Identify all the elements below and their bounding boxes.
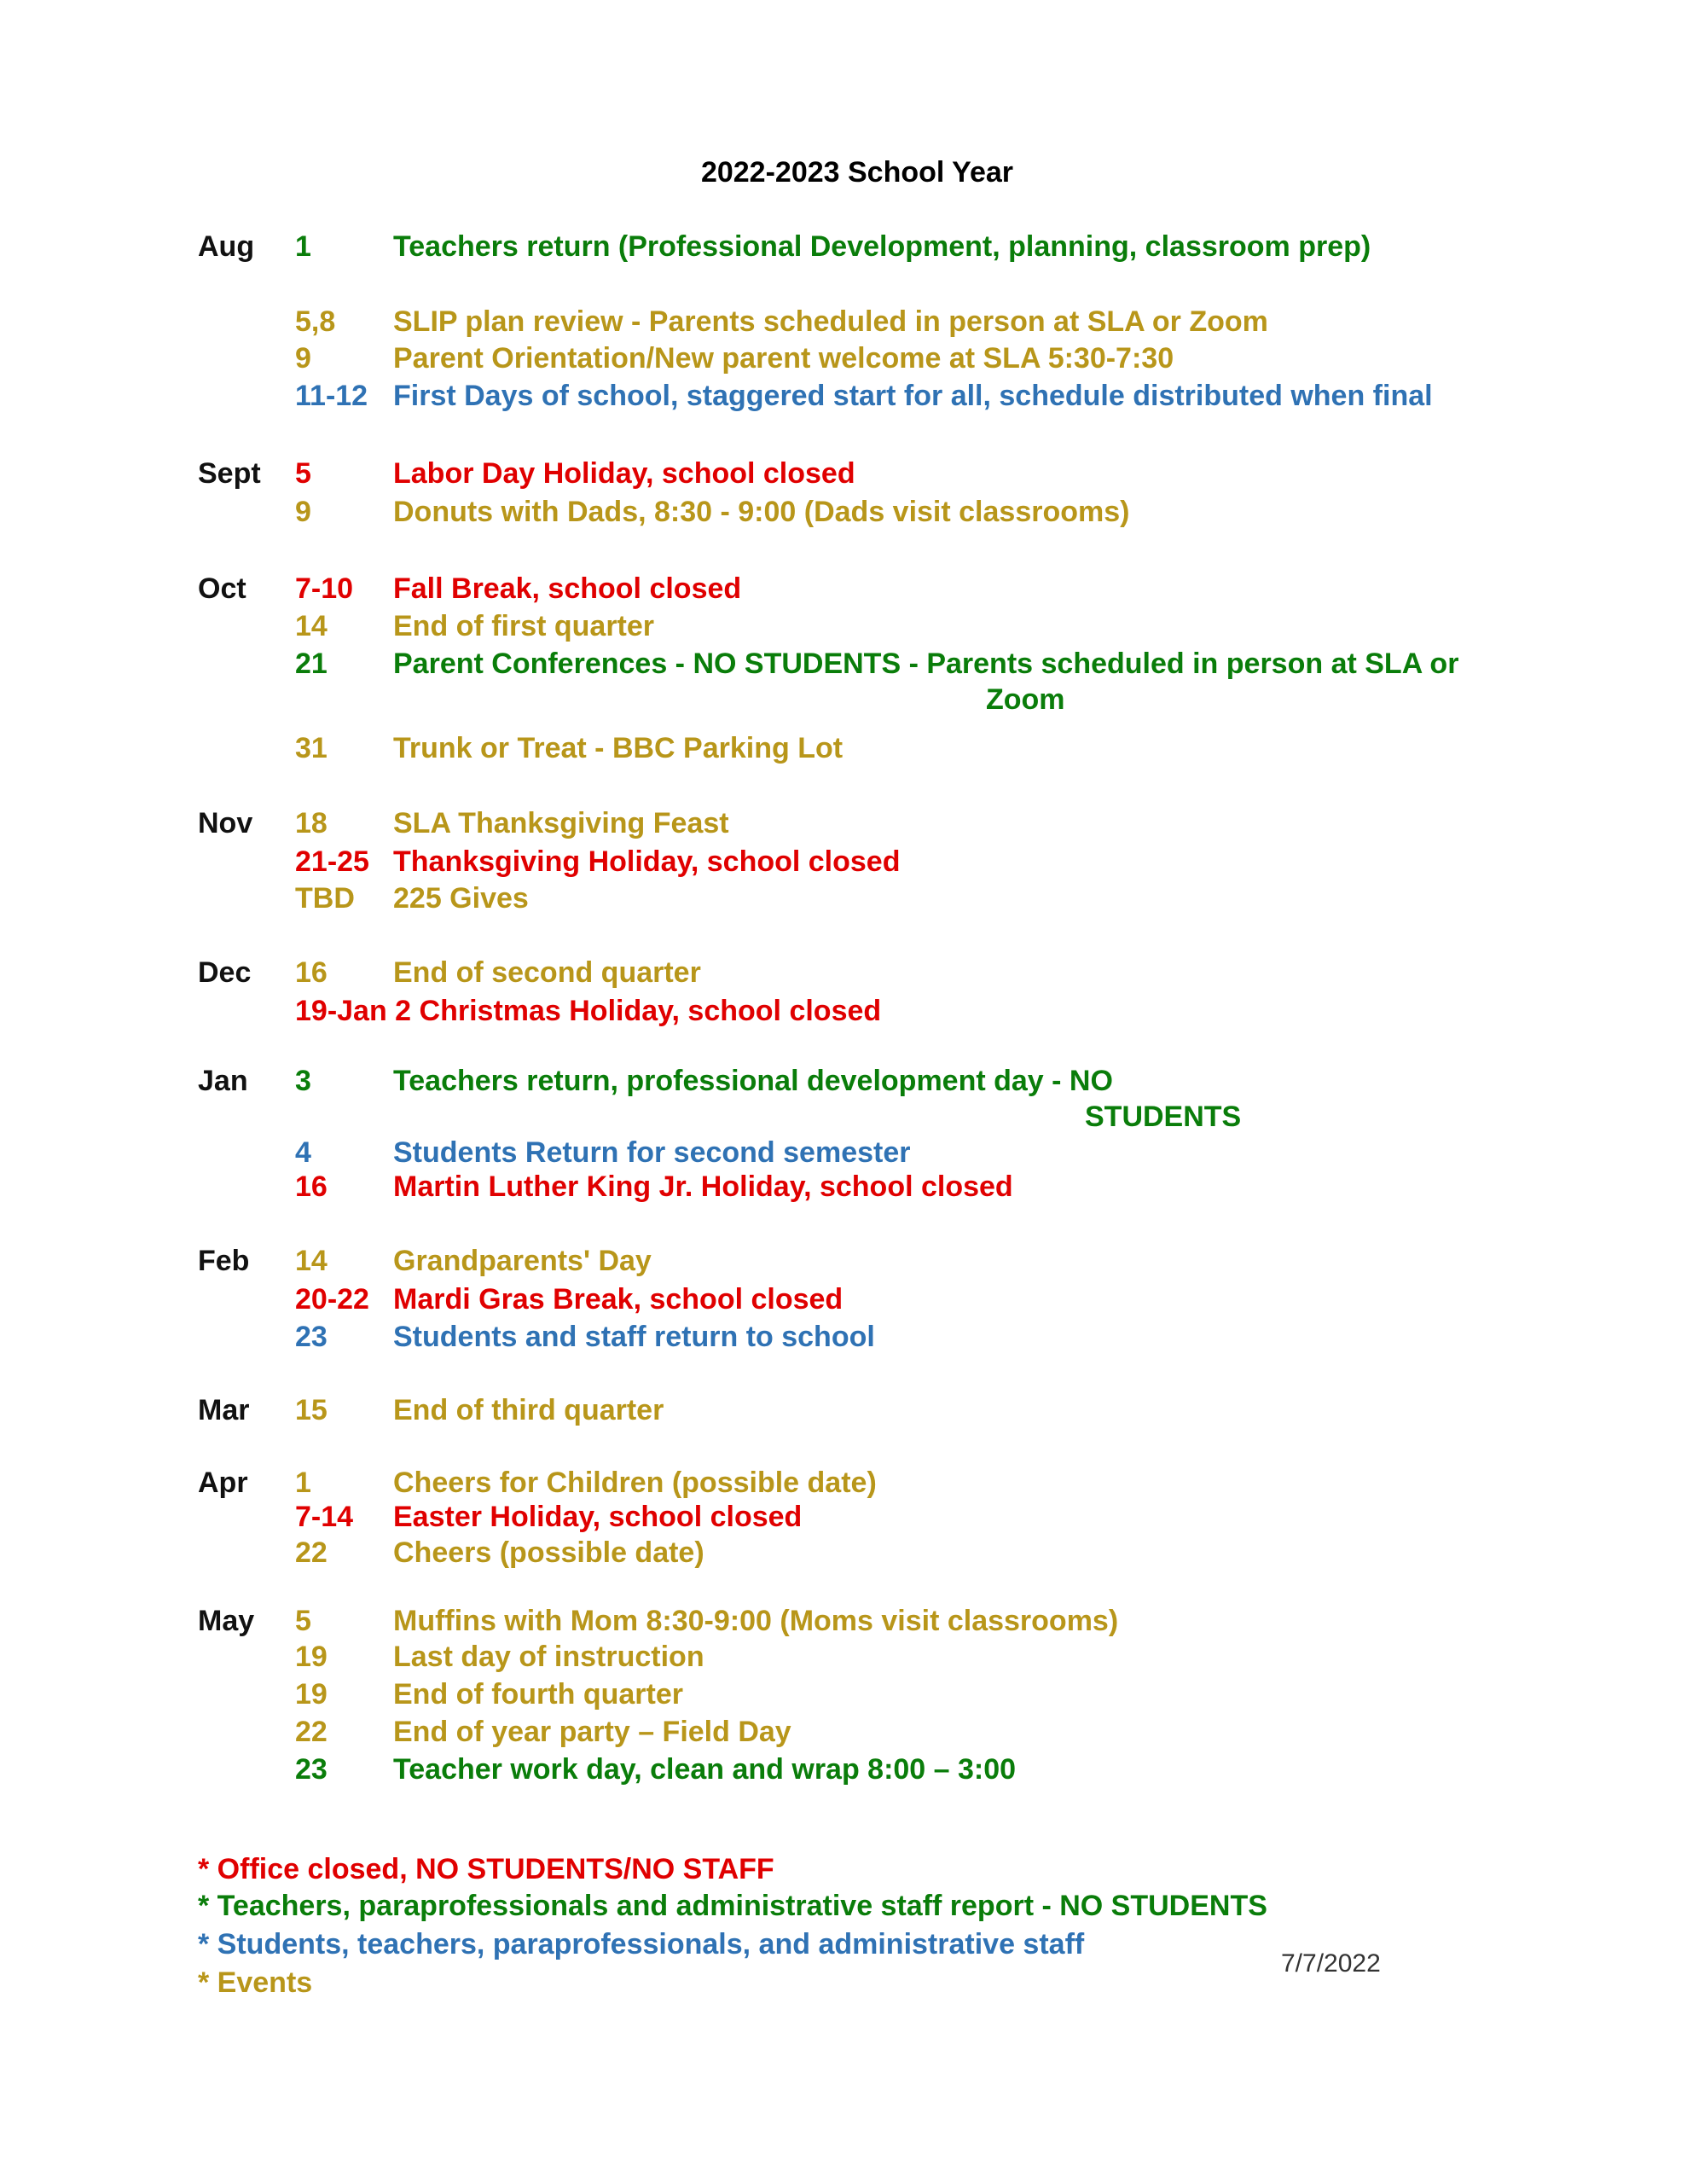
entry-day: 7-10 [295, 572, 354, 605]
entry-text: Fall Break, school closed [393, 572, 742, 605]
entry-text: SLA Thanksgiving Feast [393, 807, 729, 839]
entry-text: End of third quarter [393, 1394, 664, 1426]
entry-text: Cheers (possible date) [393, 1536, 704, 1569]
entry-day: 22 [295, 1716, 328, 1748]
legend-item: * Events [198, 1966, 313, 1999]
entry-day: 16 [295, 956, 328, 989]
entry-text: End of first quarter [393, 610, 655, 642]
month-label: Jan [198, 1065, 248, 1097]
entry-day: 5,8 [295, 305, 336, 338]
entry-day: 19 [295, 1678, 328, 1711]
entry-text: SLIP plan review - Parents scheduled in person at SLA or Zoom [393, 305, 1268, 338]
entry-day: 9 [295, 496, 311, 528]
entry-text: Labor Day Holiday, school closed [393, 457, 855, 490]
month-label: May [198, 1605, 255, 1637]
entry-text: Cheers for Children (possible date) [393, 1467, 877, 1499]
entry-text: Thanksgiving Holiday, school closed [393, 845, 901, 878]
entry-day: 19 [295, 1641, 328, 1673]
entry-text: End of year party – Field Day [393, 1716, 791, 1748]
entry-day: 16 [295, 1170, 328, 1203]
entry-day: 22 [295, 1536, 328, 1569]
entry-text: Martin Luther King Jr. Holiday, school closed [393, 1170, 1013, 1203]
entry-day: 5 [295, 1605, 311, 1637]
entry-day: 21-25 [295, 845, 369, 878]
entry-text: End of second quarter [393, 956, 701, 989]
month-label: Apr [198, 1467, 248, 1499]
month-label: Aug [198, 230, 255, 263]
entry-text-continued: STUDENTS [1085, 1101, 1242, 1133]
entry-text: Grandparents' Day [393, 1245, 652, 1277]
entry-day: 5 [295, 457, 311, 490]
entry-text: Last day of instruction [393, 1641, 704, 1673]
entry-text: Teacher work day, clean and wrap 8:00 – 3:00 [393, 1753, 1017, 1786]
month-label: Oct [198, 572, 246, 605]
entry-text-continued: Zoom [986, 683, 1065, 716]
entry-day: TBD [295, 882, 355, 915]
entry-text: Parent Orientation/New parent welcome at SLA 5:30-7:30 [393, 342, 1174, 375]
entry-day: 1 [295, 230, 311, 263]
entry-text: Teachers return (Professional Development, planning, classroom prep) [393, 230, 1371, 263]
date-stamp: 7/7/2022 [1281, 1949, 1381, 1978]
entry-day: 3 [295, 1065, 311, 1097]
entry-text: Students and staff return to school [393, 1321, 875, 1353]
entry-day: 21 [295, 648, 328, 680]
entry-day: 9 [295, 342, 311, 375]
entry-day: 20-22 [295, 1283, 369, 1316]
entry-text: 225 Gives [393, 882, 529, 915]
entry-text: Students Return for second semester [393, 1136, 911, 1169]
month-label: Mar [198, 1394, 250, 1426]
entry-day: 1 [295, 1467, 311, 1499]
entry-text: Trunk or Treat - BBC Parking Lot [393, 732, 844, 764]
entry-text: 19-Jan 2 Christmas Holiday, school closed [295, 995, 882, 1027]
entry-day: 31 [295, 732, 328, 764]
entry-text: First Days of school, staggered start for all, schedule distributed when final [393, 380, 1433, 412]
entry-text: Muffins with Mom 8:30-9:00 (Moms visit classrooms) [393, 1605, 1119, 1637]
entry-day: 23 [295, 1753, 328, 1786]
month-label: Feb [198, 1245, 250, 1277]
entry-text: Parent Conferences - NO STUDENTS - Parents scheduled in person at SLA or [393, 648, 1459, 680]
entry-text: Mardi Gras Break, school closed [393, 1283, 844, 1316]
month-label: Nov [198, 807, 253, 839]
entry-text: Teachers return, professional development day - NO [393, 1065, 1113, 1097]
entry-text: End of fourth quarter [393, 1678, 683, 1711]
entry-text: Easter Holiday, school closed [393, 1501, 803, 1533]
page-title: 2022-2023 School Year [700, 156, 1014, 189]
entry-text: Donuts with Dads, 8:30 - 9:00 (Dads visit classrooms) [393, 496, 1130, 528]
entry-day: 7-14 [295, 1501, 354, 1533]
legend-item: * Students, teachers, paraprofessionals, and administrative staff [198, 1928, 1085, 1960]
entry-day: 11-12 [295, 380, 368, 412]
entry-day: 4 [295, 1136, 311, 1169]
entry-day: 15 [295, 1394, 328, 1426]
month-label: Dec [198, 956, 252, 989]
entry-day: 18 [295, 807, 328, 839]
entry-day: 23 [295, 1321, 328, 1353]
legend-item: * Office closed, NO STUDENTS/NO STAFF [198, 1853, 774, 1885]
legend-item: * Teachers, paraprofessionals and administrative staff report - NO STUDENTS [198, 1890, 1267, 1922]
month-label: Sept [198, 457, 261, 490]
entry-day: 14 [295, 1245, 328, 1277]
entry-day: 14 [295, 610, 328, 642]
